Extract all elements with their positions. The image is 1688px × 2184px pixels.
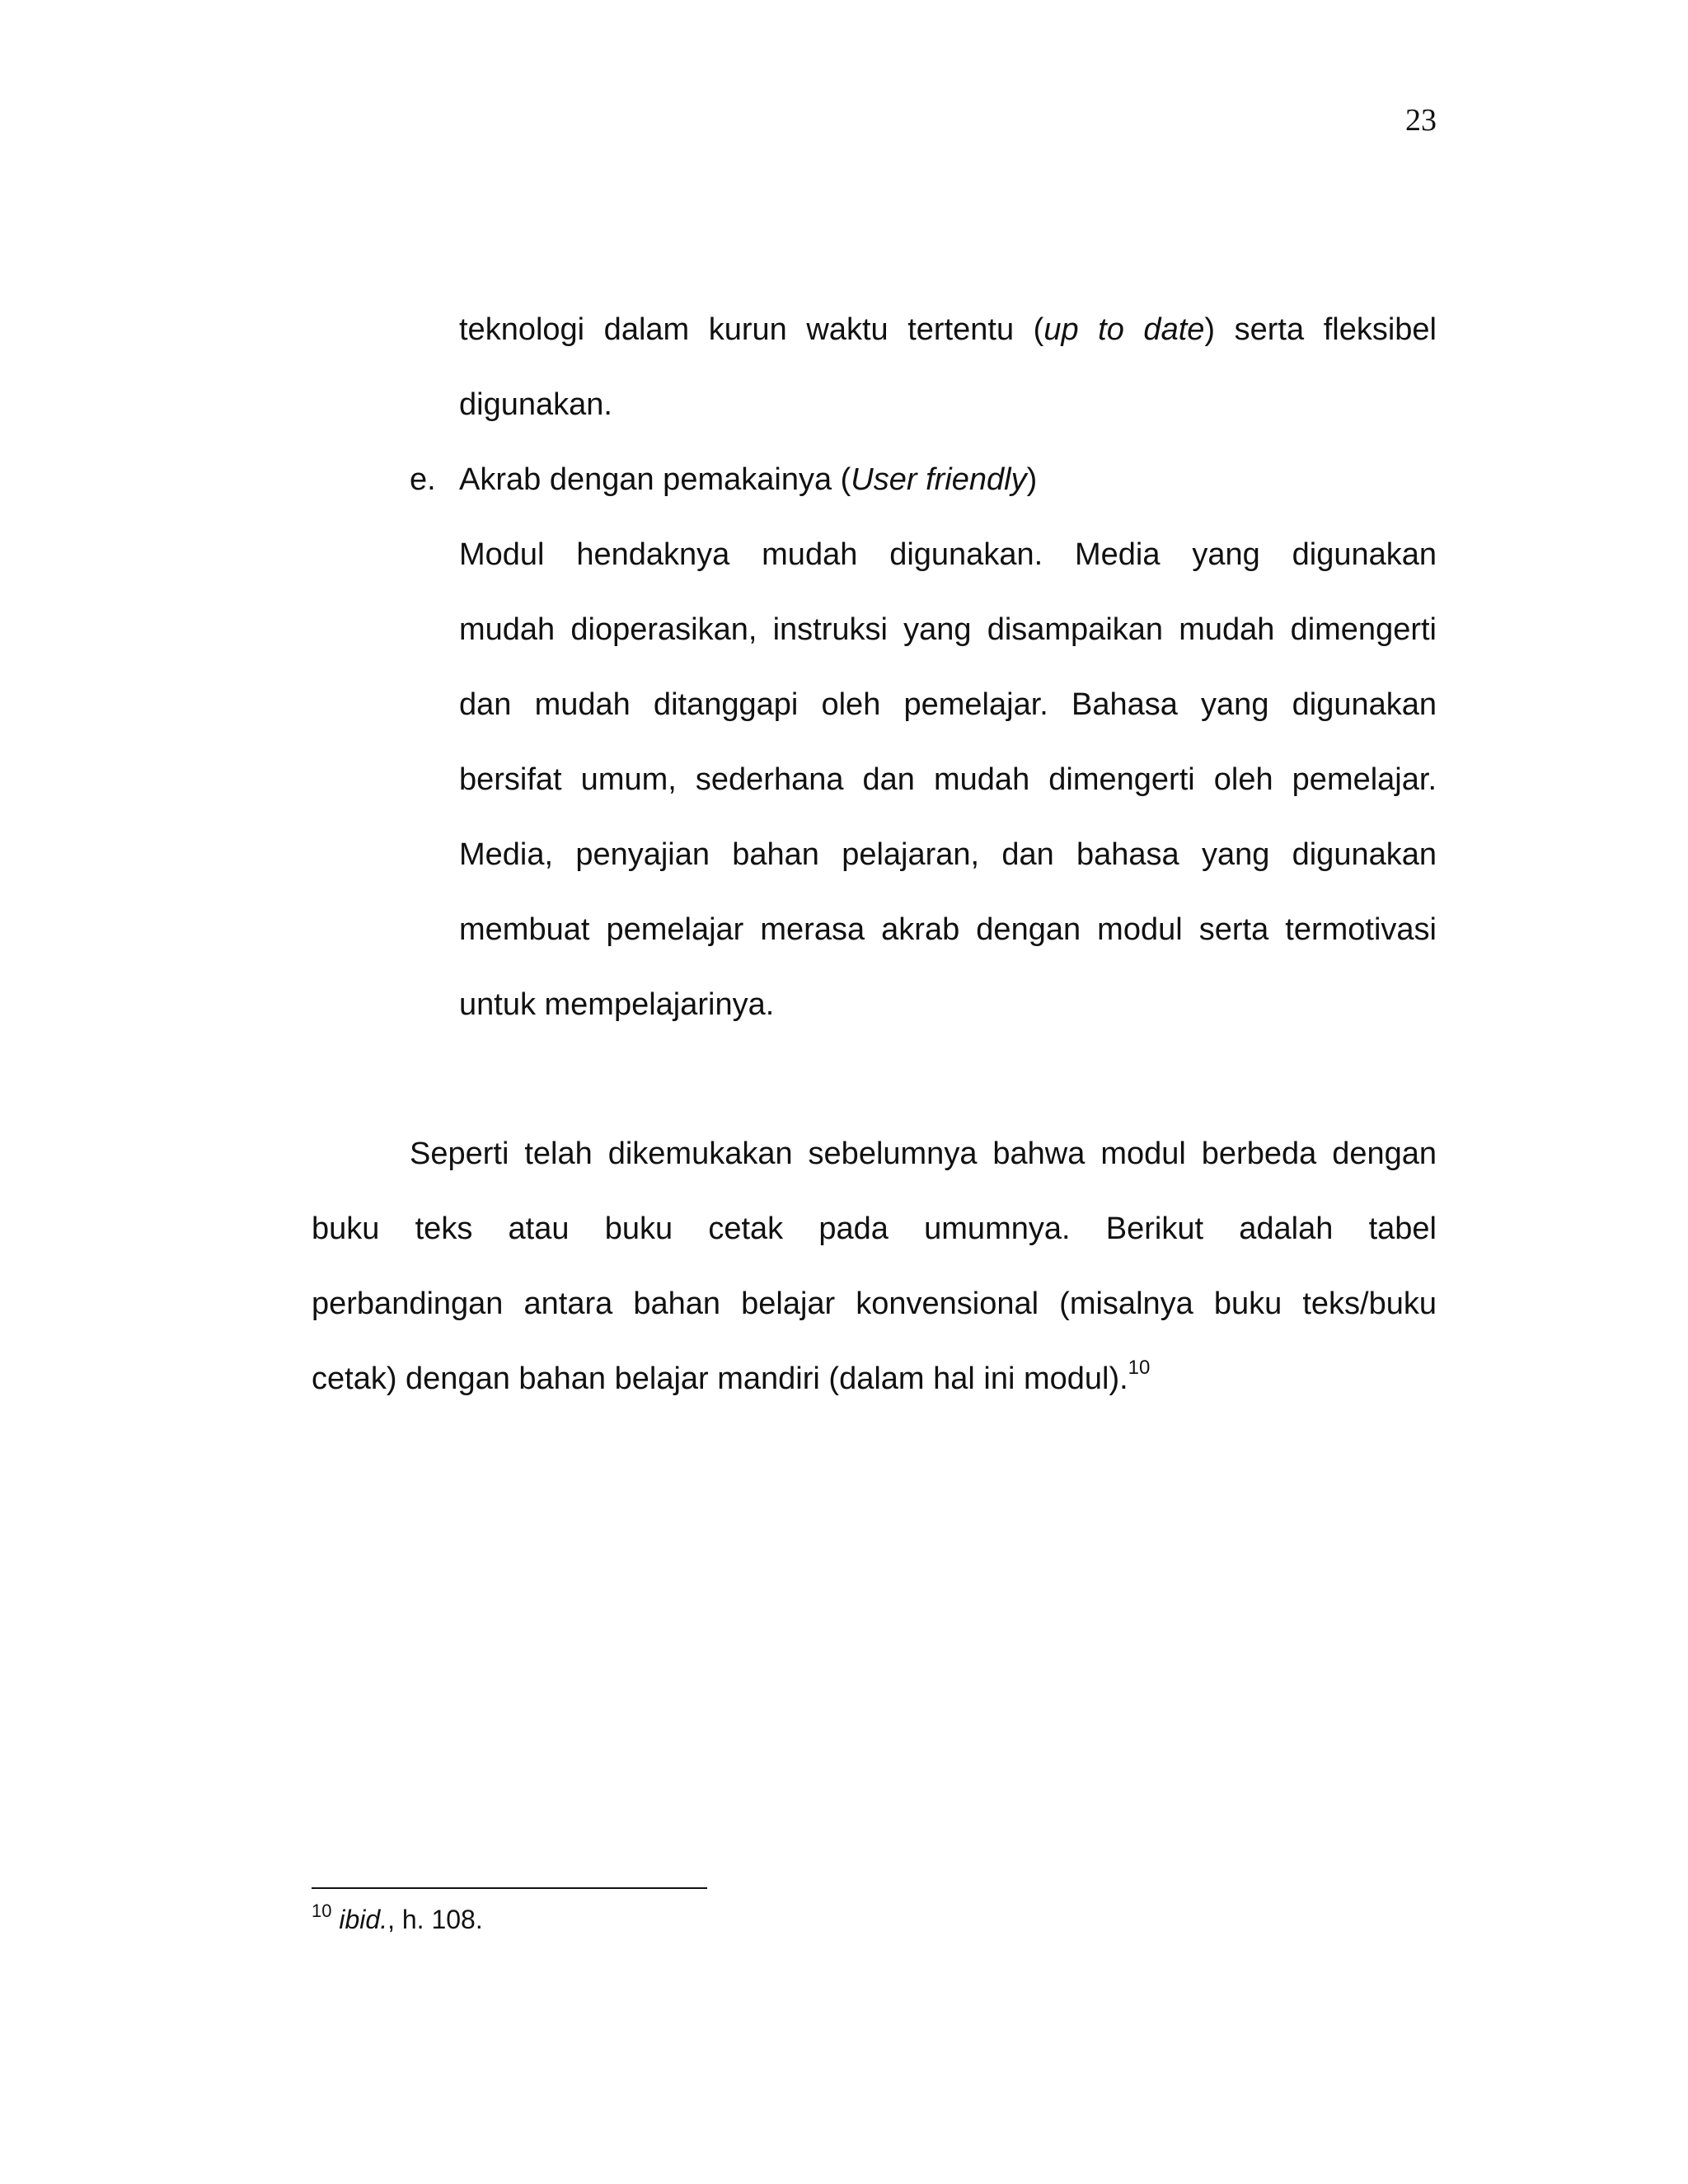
- item-e-line-6: membuat pemelajar merasa akrab dengan modul serta termotivasi: [459, 912, 1437, 947]
- item-e-line-5: Media, penyajian bahan pelajaran, dan bahasa yang digunakan: [459, 837, 1437, 872]
- footnote-number: 10: [312, 1900, 332, 1921]
- item-e-line-1: Modul hendaknya mudah digunakan. Media yang digunakan: [459, 537, 1437, 572]
- item-d-line-1-italic: up to date: [1043, 312, 1205, 347]
- item-d-line-1-pre: teknologi dalam kurun waktu tertentu (: [459, 312, 1044, 347]
- item-e-heading: [459, 460, 1437, 499]
- item-e-line-4: bersifat umum, sederhana dan mudah dimengerti oleh pemelajar.: [459, 762, 1437, 797]
- item-e-heading-post: ): [1026, 462, 1038, 497]
- item-e-marker: e.: [410, 462, 436, 497]
- item-d-line-1-post: ) serta fleksibel: [1204, 312, 1437, 347]
- paragraph-line-4-text: cetak) dengan bahan belajar mandiri (dalam hal ini modul).: [312, 1361, 1128, 1396]
- item-d-line-1: [459, 310, 1437, 349]
- item-e-heading-pre: Akrab dengan pemakainya (: [459, 462, 851, 497]
- paragraph-line-4: [312, 1359, 1437, 1399]
- item-e-line-2: mudah dioperasikan, instruksi yang disampaikan mudah dimengerti: [459, 612, 1437, 647]
- item-e-line-3: dan mudah ditanggapi oleh pemelajar. Bahasa yang digunakan: [459, 687, 1437, 722]
- paragraph-line-2: buku teks atau buku cetak pada umumnya. Berikut adalah tabel: [312, 1212, 1437, 1246]
- page-number: 23: [1405, 103, 1437, 138]
- item-e-line-7: untuk mempelajarinya.: [459, 987, 775, 1022]
- paragraph-line-1: Seperti telah dikemukakan sebelumnya bahwa modul berbeda dengan: [410, 1137, 1437, 1171]
- paragraph-line-3: perbandingan antara bahan belajar konvensional (misalnya buku teks/buku: [312, 1286, 1437, 1321]
- footnote: [312, 1902, 483, 1937]
- footnote-reference: 10: [1128, 1357, 1151, 1379]
- footnote-text: , h. 108.: [387, 1905, 483, 1934]
- item-d-line-2: digunakan.: [459, 387, 612, 422]
- footnote-ibid: ibid.: [339, 1905, 388, 1934]
- item-e-heading-italic: User friendly: [851, 462, 1027, 497]
- footnote-separator: [312, 1887, 707, 1889]
